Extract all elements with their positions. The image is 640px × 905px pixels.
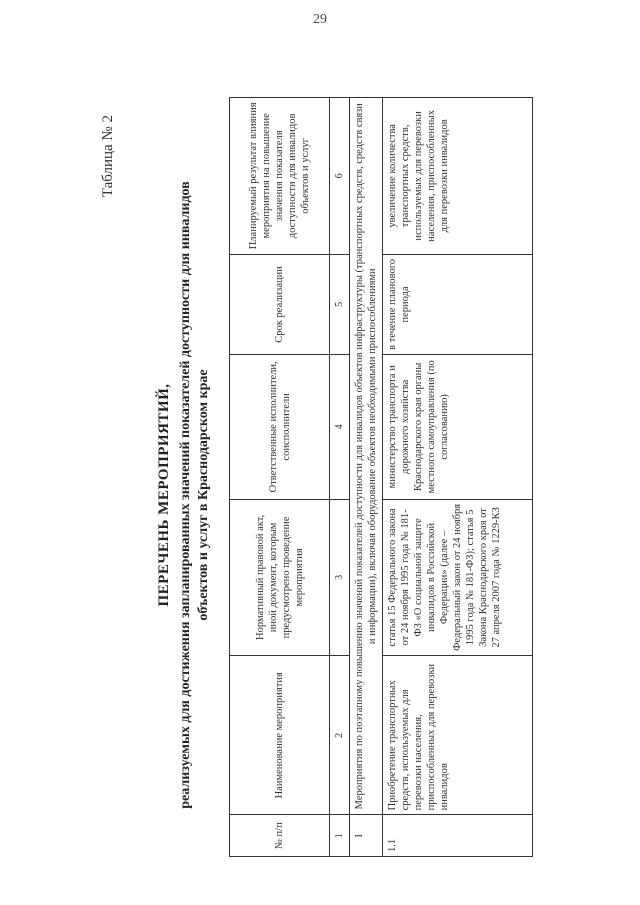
section-row (350, 98, 383, 857)
rotated-page-content (92, 102, 612, 875)
document-subtitle-line2: объектов и услуг в Краснодарском крае (196, 369, 211, 621)
table-row (383, 98, 533, 857)
title-block (156, 115, 213, 875)
row-legal-act: статья 15 Федерального закона от 24 ноября 1995 года № 181-ФЗ «О социальной защите инвалидов в Российской Федерации» (далее – Федеральный закон от 24 ноября 1995 года № 181-ФЗ); статья 5 Закона Краснодарского края от 27 апреля 2007 года № 1229-КЗ (383, 499, 533, 656)
column-number: 5 (330, 254, 350, 354)
section-number: I (350, 815, 383, 857)
column-number: 2 (330, 656, 350, 815)
header-result: Планируемый результат влияния мероприятия на повышение значения показателя доступности для инвалидов объектов и услуг (230, 98, 330, 255)
column-number-row (330, 98, 350, 857)
header-num: № п/п (230, 815, 330, 857)
column-number: 1 (330, 815, 350, 857)
header-name: Наименование мероприятия (230, 656, 330, 815)
page-number: 29 (313, 12, 327, 27)
row-term: в течение планового периода (383, 254, 533, 354)
document-subtitle-line1: реализуемых для достижения запланированных значений показателей доступности для инвалидов (178, 181, 193, 809)
row-name: Приобретение транспортных средств, используемых для перевозки населения, приспособленных для перевозки инвалидов (383, 656, 533, 815)
column-number: 3 (330, 499, 350, 656)
row-result: увеличение количества транспортных средств, используемых для перевозки населения, приспособленных для перевозки инвалидов (383, 98, 533, 255)
header-term: Срок реализации (230, 254, 330, 354)
column-number: 4 (330, 355, 350, 499)
section-title: Мероприятия по поэтапному повышению значений показателей доступности для инвалидов объектов инфраструктуры (транспортных средств, средств связи и информации), включая оборудование объектов необходимыми приспособлениями (350, 98, 383, 815)
row-executors: министерство транспорта и дорожного хозяйства Краснодарского края органы местного самоуправления (по согласованию) (383, 355, 533, 499)
header-executors: Ответственные исполнители, соисполнители (230, 355, 330, 499)
document-title: ПЕРЕЧЕНЬ МЕРОПРИЯТИЙ, (156, 383, 172, 607)
row-num: 1.1 (383, 815, 533, 857)
header-legal-act: Нормативный правовой акт, иной документ, которым предусмотрено проведение мероприятия (230, 499, 330, 656)
table-label: Таблица № 2 (100, 115, 116, 198)
measures-table (229, 97, 533, 857)
column-number: 6 (330, 98, 350, 255)
header-row (230, 98, 330, 857)
